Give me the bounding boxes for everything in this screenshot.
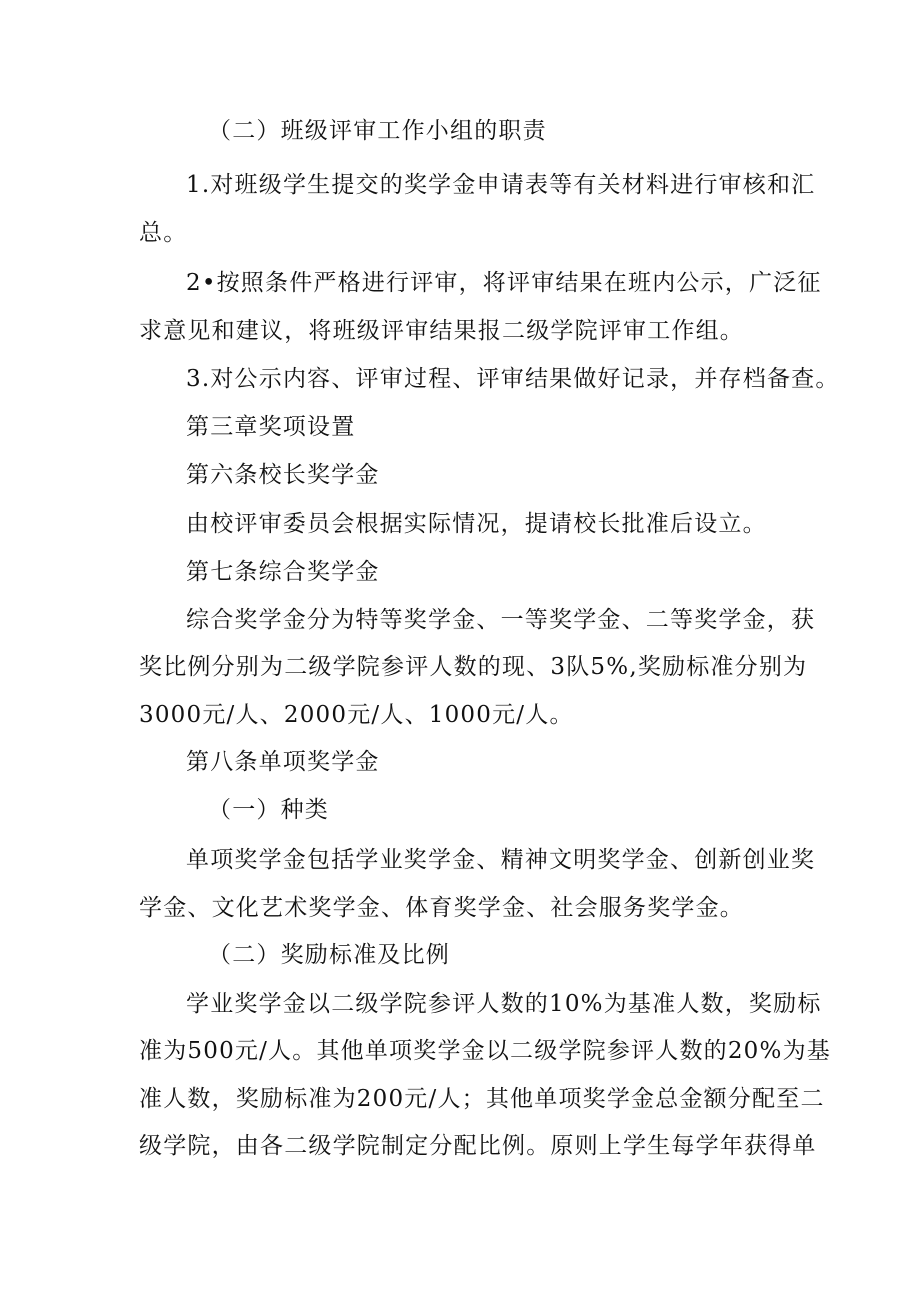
paragraph-line: 1.对班级学生提交的奖学金申请表等有关材料进行审核和汇 [186,172,816,198]
paragraph-line: 综合奖学金分为特等奖学金、一等奖学金、二等奖学金，获 [186,607,816,633]
paragraph-line: 单项奖学金包括学业奖学金、精神文明奖学金、创新创业奖 [186,847,816,873]
paragraph-line: 由校评审委员会根据实际情况，提请校长批准后设立。 [186,511,767,537]
subsection-heading: （二）奖励标准及比例 [208,942,450,968]
paragraph-line: 3000元/人、2000元/人、1000元/人。 [139,702,574,728]
paragraph-line: 学金、文化艺术奖学金、体育奖学金、社会服务奖学金。 [139,895,744,921]
subsection-heading: （一）种类 [208,797,329,823]
chapter-heading: 第三章奖项设置 [186,414,356,440]
paragraph-line: 2•按照条件严格进行评审，将评审结果在班内公示，广泛征 [186,270,822,296]
section-heading-class-review-duties: （二）班级评审工作小组的职责 [208,118,547,144]
paragraph-line: 学业奖学金以二级学院参评人数的10%为基准人数，奖励标 [186,991,822,1017]
paragraph-line: 准人数，奖励标准为200元/人；其他单项奖学金总金额分配至二 [139,1086,825,1112]
paragraph-line: 准为500元/人。其他单项奖学金以二级学院参评人数的20%为基 [139,1038,831,1064]
article-heading: 第七条综合奖学金 [186,559,380,585]
paragraph-line: 总。 [139,220,188,246]
article-heading: 第八条单项奖学金 [186,749,380,775]
article-heading: 第六条校长奖学金 [186,462,380,488]
paragraph-line: 3.对公示内容、评审过程、评审结果做好记录，并存档备查。 [186,366,840,392]
paragraph-line: 级学院，由各二级学院制定分配比例。原则上学生每学年获得单 [139,1133,817,1159]
paragraph-line: 奖比例分别为二级学院参评人数的现、3队5%,奖励标准分别为 [139,654,808,680]
paragraph-line: 求意见和建议，将班级评审结果报二级学院评审工作组。 [139,318,744,344]
